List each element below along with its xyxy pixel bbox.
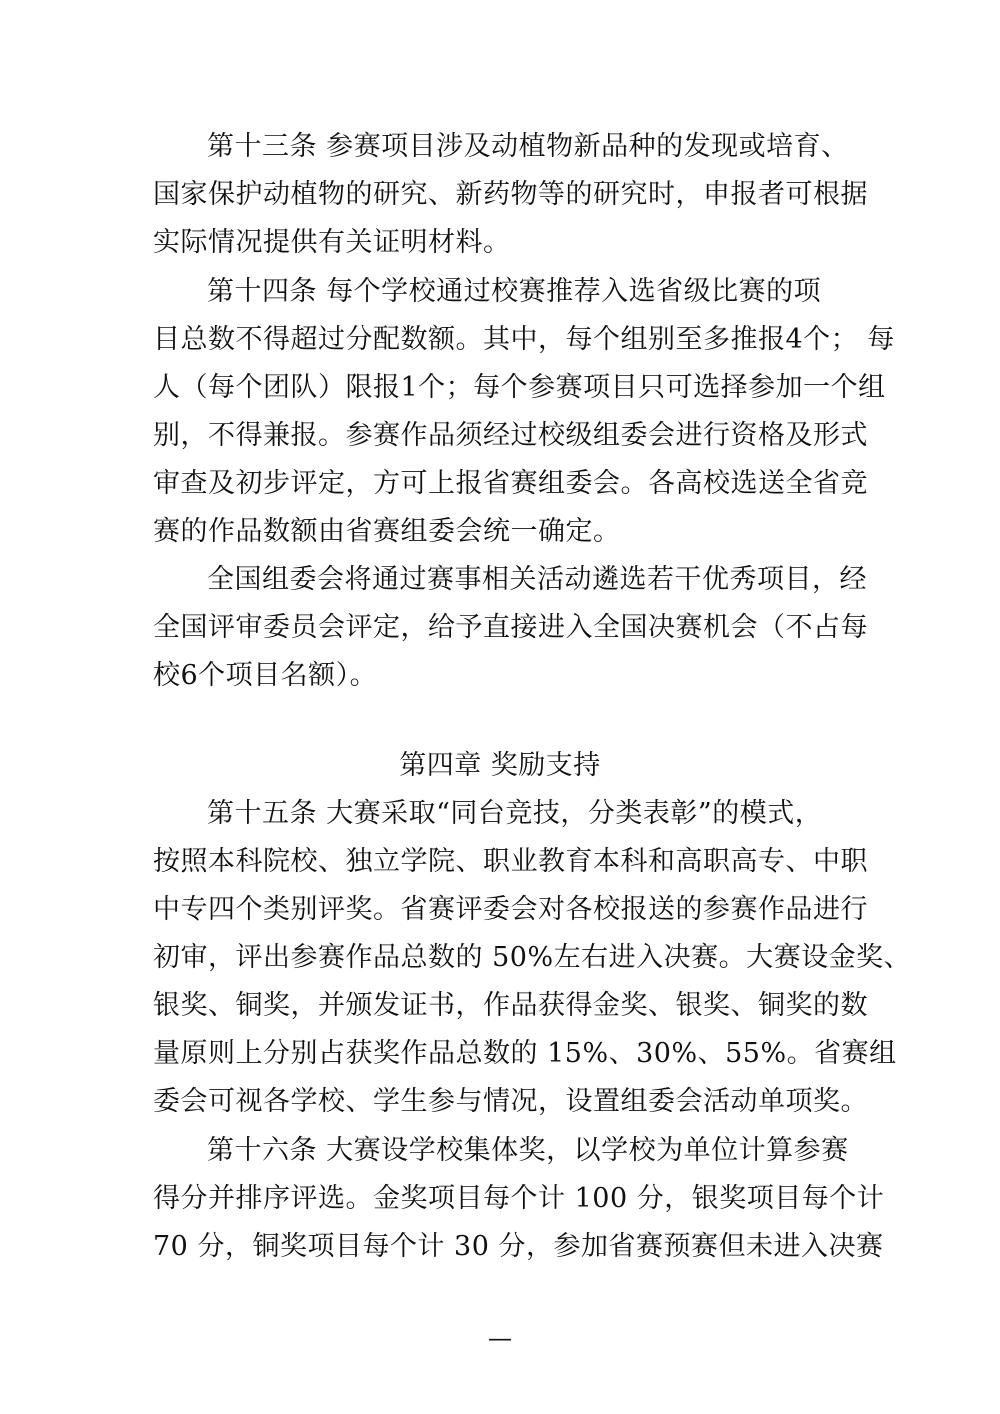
article-16-line-3: 70 分，铜奖项目每个计 30 分，参加省赛预赛但未进入决赛 [153,1231,884,1262]
article-13-line-1: 第十三条 参赛项目涉及动植物新品种的发现或培育、 [207,131,849,162]
article-15-line-7: 委会可视各学校、学生参与情况，设置组委会活动单项奖。 [153,1086,868,1117]
article-13-line-3: 实际情况提供有关证明材料。 [153,227,511,258]
article-14-line-1: 第十四条 每个学校通过校赛推荐入选省级比赛的项 [207,276,822,307]
national-committee-line-2: 全国评审委员会评定，给予直接进入全国决赛机会（不占每 [153,612,868,643]
article-14-line-5: 审查及初步评定，方可上报省赛组委会。各高校选送全省竞 [153,468,868,499]
article-13-line-2: 国家保护动植物的研究、新药物等的研究时，申报者可根据 [153,179,868,210]
article-14-line-6: 赛的作品数额由省赛组委会统一确定。 [153,516,621,547]
national-committee-line-1: 全国组委会将通过赛事相关活动遴选若干优秀项目，经 [207,564,867,595]
article-16-line-2: 得分并排序评选。金奖项目每个计 100 分，银奖项目每个计 [153,1183,885,1214]
national-committee-line-3: 校6个项目名额）。 [153,660,378,691]
article-15-line-1: 第十五条 大赛采取“同台竞技，分类表彰”的模式， [207,798,823,829]
article-15-line-5: 银奖、铜奖，并颁发证书，作品获得金奖、银奖、铜奖的数 [153,990,868,1021]
chapter-heading: 第四章 奖励支持 [399,750,601,781]
article-16-line-1: 第十六条 大赛设学校集体奖，以学校为单位计算参赛 [207,1135,849,1166]
article-14-line-4: 别，不得兼报。参赛作品须经过校级组委会进行资格及形式 [153,420,868,451]
page-footer: — [488,1324,512,1352]
article-15-line-3: 中专四个类别评奖。省赛评委会对各校报送的参赛作品进行 [153,894,868,925]
article-15-line-6: 量原则上分别占获奖作品总数的 15%、30%、55%。省赛组 [153,1038,897,1069]
article-14-line-3: 人（每个团队）限报1个；每个参赛项目只可选择参加一个组 [153,372,886,403]
article-14-line-2: 目总数不得超过分配数额。其中，每个组别至多推报4个； 每 [153,324,895,355]
article-15-line-4: 初审，评出参赛作品总数的 50%左右进入决赛。大赛设金奖、 [153,942,912,973]
article-15-line-2: 按照本科院校、独立学院、职业教育本科和高职高专、中职 [153,846,868,877]
